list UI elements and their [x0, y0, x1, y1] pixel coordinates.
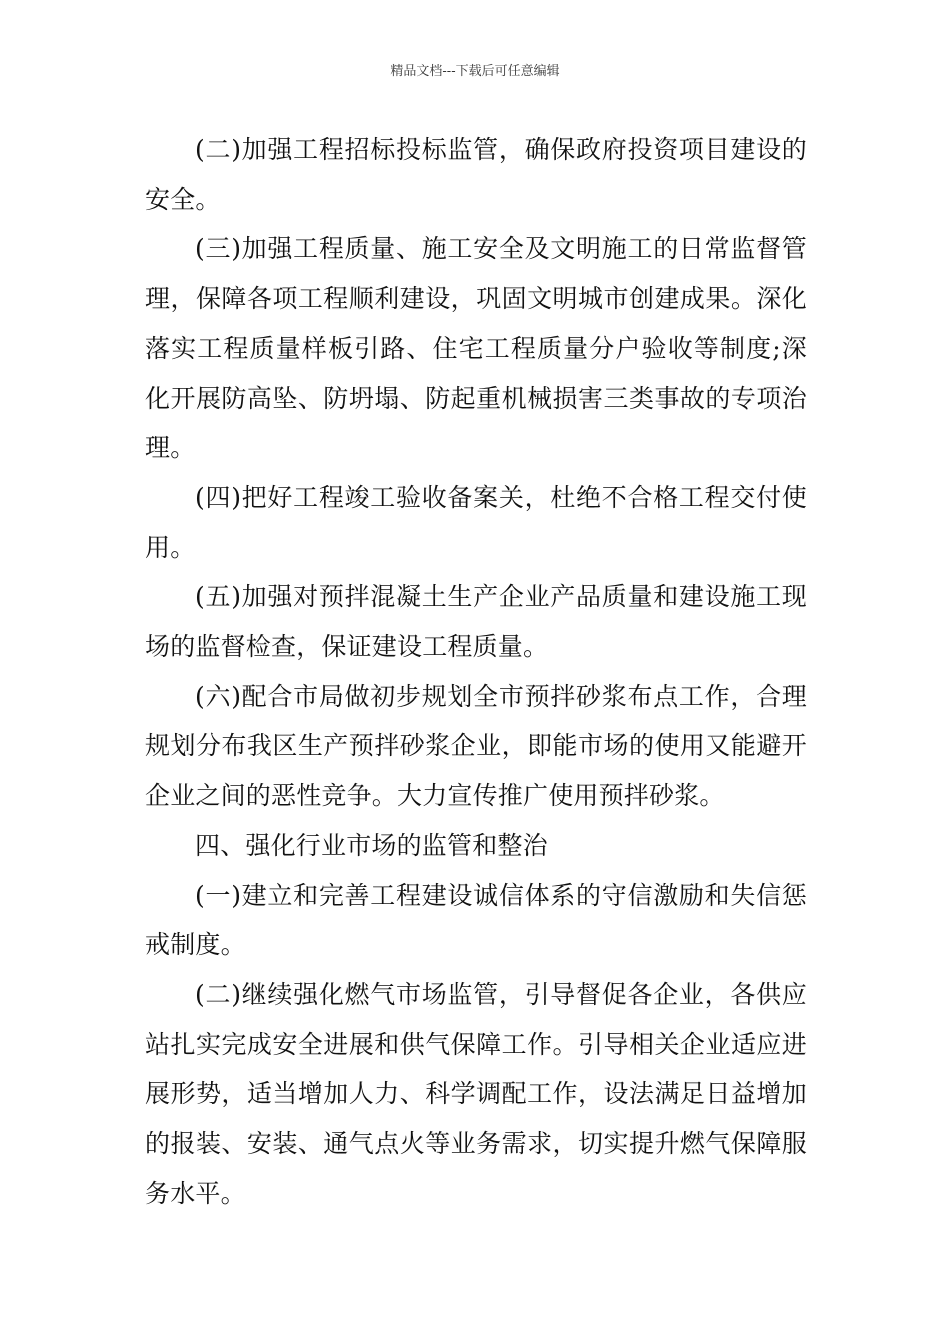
paragraph-completion-acceptance: (四)把好工程竣工验收备案关，杜绝不合格工程交付使用。 [145, 482, 807, 562]
page-header: 精品文档---下载后可任意编辑 [390, 64, 560, 79]
paragraph-quality-safety: (三)加强工程质量、施工安全及文明施工的日常监督管理，保障各项工程顺利建设，巩固文明城市创建成果。深化落实工程质量样板引路、住宅工程质量分户验收等制度;深化开展防高坠、防坍塌、防起重机械损害三类事故的专项治理。 [145, 234, 807, 463]
paragraph-bid-supervision: (二)加强工程招标投标监管，确保政府投资项目建设的安全。 [145, 135, 807, 214]
paragraph-mortar-planning: (六)配合市局做初步规划全市预拌砂浆布点工作，合理规划分布我区生产预拌砂浆企业，即能市场的使用又能避开企业之间的恶性竞争。大力宣传推广使用预拌砂浆。 [145, 681, 807, 811]
document-body [145, 125, 807, 1218]
paragraph-concrete-inspection: (五)加强对预拌混凝土生产企业产品质量和建设施工现场的监督检查，保证建设工程质量。 [145, 582, 807, 662]
section-heading-market-supervision: 四、强化行业市场的监管和整治 [195, 830, 548, 860]
paragraph-gas-market: (二)继续强化燃气市场监管，引导督促各企业，各供应站扎实完成安全进展和供气保障工作。引导相关企业适应进展形势，适当增加人力、科学调配工作，设法满足日益增加的报装、安装、通气点火等业务需求，切实提升燃气保障服务水平。 [145, 979, 807, 1208]
paragraph-credit-system: (一)建立和完善工程建设诚信体系的守信激励和失信惩戒制度。 [145, 880, 807, 960]
